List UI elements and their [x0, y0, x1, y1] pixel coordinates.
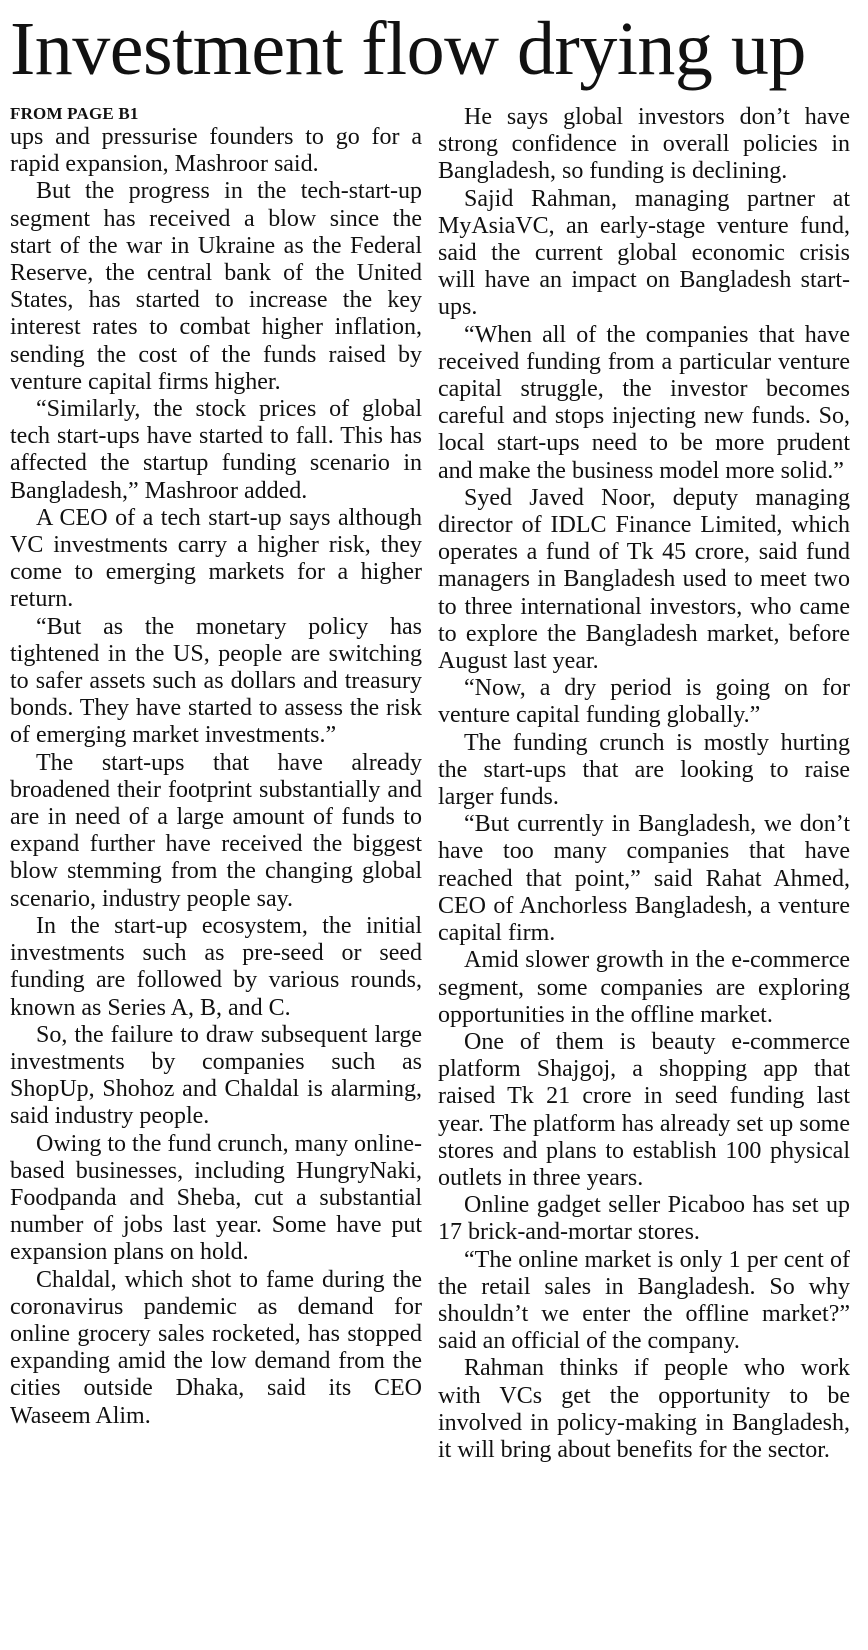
- paragraph: A CEO of a tech start-up says although VC investments carry a higher risk, they come to emerging markets for a higher return.: [10, 504, 422, 613]
- paragraph: “Now, a dry period is going on for venture capital funding globally.”: [438, 675, 850, 729]
- paragraph: He says global investors don’t have strong confidence in overall policies in Bangladesh, so funding is declining.: [438, 104, 850, 185]
- paragraph: “Similarly, the stock prices of global tech start-ups have started to fall. This has affected the startup funding scenario in Bangladesh,” Mashroor added.: [10, 396, 422, 504]
- article-body: [10, 104, 856, 1464]
- paragraph: “When all of the companies that have received funding from a particular venture capital struggle, the investor becomes careful and stops injecting new funds. So, local start-ups need to be more prudent and make the business model more solid.”: [438, 321, 850, 484]
- paragraph: “But as the monetary policy has tightened in the US, people are switching to safer assets such as dollars and treasury bonds. They have started to assess the risk of emerging market investments.”: [10, 613, 422, 749]
- headline: Investment flow drying up: [10, 7, 806, 91]
- paragraph: Owing to the fund crunch, many online-based businesses, including HungryNaki, Foodpanda and Sheba, cut a substantial number of jobs last year. Some have put expansion plans on hold.: [10, 1130, 422, 1266]
- paragraph: Chaldal, which shot to fame during the coronavirus pandemic as demand for online grocery sales rocketed, has stopped expanding amid the low demand from the cities outside Dhaka, said its CEO Waseem Alim.: [10, 1266, 422, 1429]
- paragraph: But the progress in the tech-start-up segment has received a blow since the start of the war in Ukraine as the Federal Reserve, the central bank of the United States, has started to increase the key interest rates to combat higher inflation, sending the cost of the funds raised by venture capital firms higher.: [10, 178, 422, 395]
- right-column: [438, 104, 850, 1464]
- paragraph: In the start-up ecosystem, the initial investments such as pre-seed or seed funding are followed by various rounds, known as Series A, B, and C.: [10, 912, 422, 1021]
- paragraph: ups and pressurise founders to go for a rapid expansion, Mashroor said.: [10, 124, 422, 178]
- paragraph: The start-ups that have already broadened their footprint substantially and are in need of a large amount of funds to expand further have received the biggest blow stemming from the changing global scenario, industry people say.: [10, 749, 422, 912]
- paragraph: The funding crunch is mostly hurting the start-ups that are looking to raise larger funds.: [438, 729, 850, 811]
- jump-label: FROM PAGE B1: [10, 104, 139, 123]
- left-column: [10, 104, 422, 1464]
- paragraph: Sajid Rahman, managing partner at MyAsiaVC, an early-stage venture fund, said the current global economic crisis will have an impact on Bangladesh start-ups.: [438, 185, 850, 321]
- paragraph: Amid slower growth in the e-commerce segment, some companies are exploring opportunities in the offline market.: [438, 947, 850, 1028]
- paragraph: So, the failure to draw subsequent large investments by companies such as ShopUp, Shohoz and Chaldal is alarming, said industry people.: [10, 1021, 422, 1130]
- paragraph: Syed Javed Noor, deputy managing director of IDLC Finance Limited, which operates a fund of Tk 45 crore, said fund managers in Bangladesh used to meet two to three international investors, who came to explore the Bangladesh market, before August last year.: [438, 484, 850, 675]
- paragraph: Online gadget seller Picaboo has set up 17 brick-and-mortar stores.: [438, 1192, 850, 1246]
- paragraph: “But currently in Bangladesh, we don’t have too many companies that have reached that point,” said Rahat Ahmed, CEO of Anchorless Bangladesh, a venture capital firm.: [438, 811, 850, 947]
- paragraph: Rahman thinks if people who work with VCs get the opportunity to be involved in policy-making in Bangladesh, it will bring about benefits for the sector.: [438, 1355, 850, 1463]
- paragraph: “The online market is only 1 per cent of the retail sales in Bangladesh. So why shouldn’t we enter the offline market?” said an official of the company.: [438, 1246, 850, 1355]
- paragraph: One of them is beauty e-commerce platform Shajgoj, a shopping app that raised Tk 21 crore in seed funding last year. The platform has already set up some stores and plans to establish 100 physical outlets in three years.: [438, 1028, 850, 1191]
